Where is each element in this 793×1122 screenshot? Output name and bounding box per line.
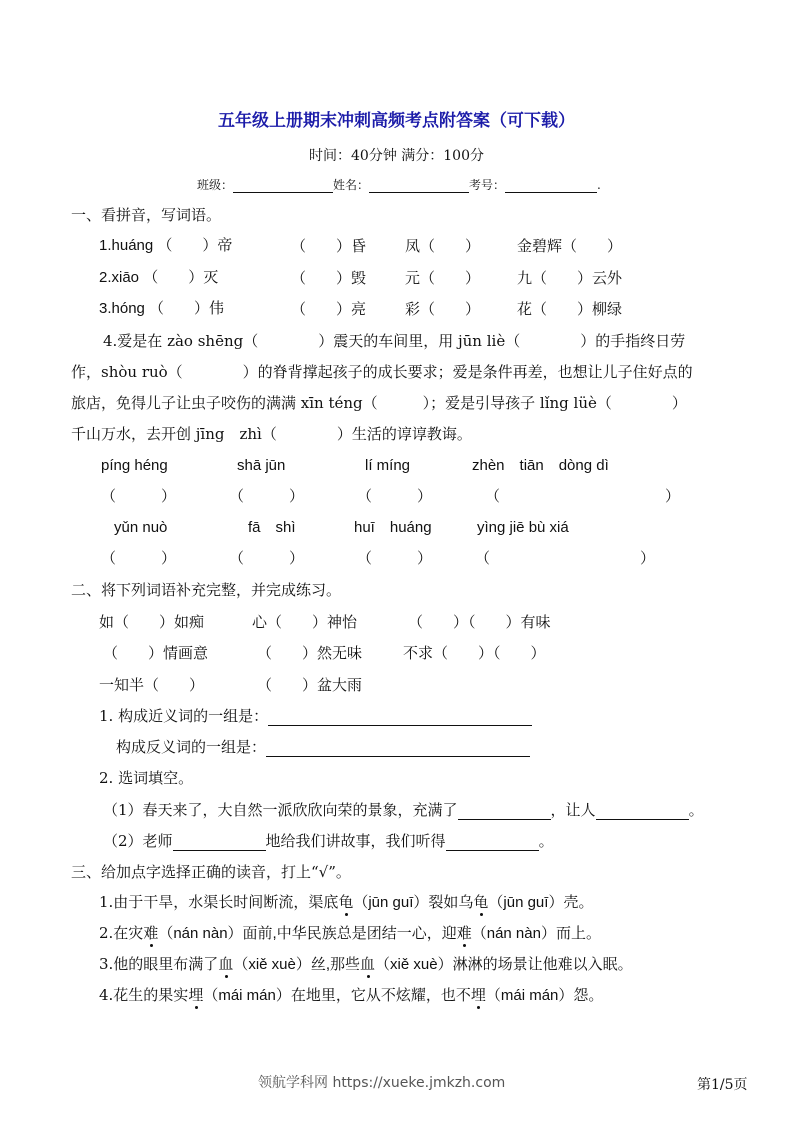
- s1-paragraph-line-4: 千山万水，去开创 jīng zhì（ ）生活的谆谆教诲。: [71, 425, 472, 443]
- footer-watermark: 领航学科网 https://xueke.jmkzh.com: [258, 1075, 506, 1091]
- answer-box[interactable]: （ ）: [229, 487, 305, 505]
- reading-options[interactable]: （xiě xuè）丝,那些: [233, 956, 361, 973]
- dotted-char: 龟: [338, 893, 354, 911]
- pinyin-zhen-tian-dong-di: zhèn tiān dòng dì: [472, 457, 609, 474]
- s1-r2-c: 元（ ）: [405, 269, 481, 287]
- pronunciation-line-4: [99, 985, 603, 1006]
- s1-paragraph-line-1: 4.爱是在 zào shēng（ ）震天的车间里，用 jūn liè（ ）的手指终日劳: [103, 332, 686, 350]
- pinyin-sha-jun: shā jūn: [237, 457, 286, 474]
- info-end-mark: .: [597, 178, 601, 192]
- fill-blank-line[interactable]: [173, 834, 266, 851]
- pinyin-ying-jie-bu-xia: yìng jiē bù xiá: [477, 519, 569, 536]
- fill-blank-1-text-c: 。: [688, 801, 704, 819]
- exam-time-score: 时间：40分钟 满分：100分: [309, 148, 484, 164]
- fill-blank-2-text-c: 。: [538, 832, 554, 850]
- answer-box[interactable]: （ ）: [485, 487, 681, 505]
- fill-blank-2-text-a: （2）老师: [103, 832, 173, 850]
- line-text: 1.由于干旱，水渠长时间断流，渠底: [99, 893, 339, 911]
- s1-r2-d: 九（ ）云外: [517, 269, 623, 287]
- pronunciation-line-3: [99, 954, 633, 975]
- name-blank[interactable]: [369, 178, 469, 193]
- pinyin-yun-nuo: yǔn nuò: [114, 519, 168, 536]
- s1-r3-a: 3.hóng （ ）伟: [99, 300, 225, 317]
- answer-box[interactable]: （ ）: [101, 549, 177, 567]
- s1-r1-b: （ ）昏: [291, 237, 367, 255]
- reading-options[interactable]: （nán nàn）面前,中华民族总是团结一心，迎: [158, 925, 457, 942]
- class-blank[interactable]: [233, 178, 333, 193]
- reading-options[interactable]: （xiě xuè）淋淋的场景让他难以入眠。: [375, 956, 633, 973]
- id-blank[interactable]: [505, 178, 597, 193]
- s1-paragraph-line-2: 作，shòu ruò（ ）的脊背撑起孩子的成长要求；爱是条件再差，也想让儿子住好点的: [71, 363, 693, 381]
- page-number: 第1/5页: [697, 1077, 748, 1093]
- answer-box[interactable]: （ ）: [357, 549, 433, 567]
- s1-paragraph-line-3: 旅店，免得儿子让虫子咬伤的满满 xīn téng（ ）；爱是引导孩子 lǐng lüè（ ）: [71, 394, 687, 412]
- class-label: 班级：: [197, 178, 234, 192]
- id-label: 考号：: [469, 178, 506, 192]
- fill-blank-1-text-b: ，让人: [550, 801, 596, 819]
- s1-r1-d: 金碧辉（ ）: [517, 237, 623, 255]
- s1-r1-a: 1.huáng （ ）帝: [99, 237, 233, 254]
- answer-box[interactable]: （ ）: [229, 549, 305, 567]
- pinyin-fa-shi: fā shì: [248, 519, 296, 536]
- section-2-heading: 二、将下列词语补充完整，并完成练习。: [71, 581, 342, 599]
- pinyin-ping-heng: píng héng: [101, 457, 168, 474]
- reading-options[interactable]: （mái mán）在地里，它从不炫耀，也不: [203, 987, 471, 1004]
- idiom-item: （ ）盆大雨: [257, 676, 363, 694]
- s1-r1-c: 凤（ ）: [405, 237, 481, 255]
- fill-blank-heading: 2. 选词填空。: [99, 769, 194, 787]
- pinyin-hui-huang: huī huáng: [354, 519, 432, 536]
- idiom-item: 不求（ ）（ ）: [403, 644, 546, 662]
- line-text: 4.花生的果实: [99, 986, 189, 1004]
- antonym-question: [116, 737, 530, 757]
- fill-blank-line[interactable]: [458, 803, 551, 820]
- document-title: 五年级上册期末冲刺高频考点附答案（可下载）: [218, 111, 575, 131]
- fill-blank-1-text-a: （1）春天来了，大自然一派欣欣向荣的景象，充满了: [103, 801, 458, 819]
- answer-box[interactable]: （ ）: [101, 487, 177, 505]
- dotted-char: 龟: [473, 893, 489, 911]
- idiom-item: 一知半（ ）: [99, 676, 205, 694]
- line-text: 2.在灾: [99, 924, 144, 942]
- fill-blank-2-text-b: 地给我们讲故事，我们听得: [265, 832, 446, 850]
- idiom-item: 如（ ）如痴: [99, 613, 205, 631]
- name-label: 姓名：: [333, 178, 370, 192]
- reading-options[interactable]: （jūn guī）裂如乌: [353, 894, 474, 911]
- fill-blank-line[interactable]: [596, 803, 689, 820]
- answer-box[interactable]: （ ）: [357, 487, 433, 505]
- reading-options[interactable]: （jūn guī）壳。: [488, 894, 594, 911]
- idiom-item: （ ）（ ）有味: [408, 613, 551, 631]
- synonym-question: [99, 706, 532, 726]
- s1-r2-a: 2.xiāo （ ）灭: [99, 269, 219, 286]
- antonym-answer-line[interactable]: [266, 740, 530, 757]
- antonym-label: 构成反义词的一组是：: [116, 738, 267, 756]
- idiom-item: （ ）然无味: [257, 644, 363, 662]
- dotted-char: 埋: [188, 986, 204, 1004]
- synonym-answer-line[interactable]: [268, 709, 532, 726]
- s1-r2-b: （ ）毁: [291, 269, 367, 287]
- pronunciation-line-2: [99, 923, 601, 944]
- reading-options[interactable]: （mái mán）怨。: [485, 987, 604, 1004]
- dotted-char: 血: [218, 955, 234, 973]
- dotted-char: 难: [143, 924, 159, 942]
- student-info-line: [197, 176, 601, 193]
- idiom-item: 心（ ）神怡: [252, 613, 358, 631]
- fill-blank-line[interactable]: [446, 834, 539, 851]
- synonym-label: 1. 构成近义词的一组是：: [99, 707, 269, 725]
- reading-options[interactable]: （nán nàn）而上。: [471, 925, 601, 942]
- line-text: 3.他的眼里布满了: [99, 955, 219, 973]
- pinyin-li-ming: lí míng: [365, 457, 411, 474]
- dotted-char: 血: [360, 955, 376, 973]
- idiom-item: （ ）情画意: [103, 644, 209, 662]
- fill-blank-2: [103, 831, 554, 851]
- s1-r3-c: 彩（ ）: [405, 300, 481, 318]
- s1-r3-b: （ ）亮: [291, 300, 367, 318]
- pronunciation-line-1: [99, 892, 593, 913]
- s1-r3-d: 花（ ）柳绿: [517, 300, 623, 318]
- answer-box[interactable]: （ ）: [475, 549, 656, 567]
- dotted-char: 埋: [470, 986, 486, 1004]
- dotted-char: 难: [456, 924, 472, 942]
- section-3-heading: 三、给加点字选择正确的读音，打上“√”。: [71, 863, 351, 881]
- fill-blank-1: [103, 800, 704, 820]
- section-1-heading: 一、看拼音，写词语。: [71, 206, 222, 224]
